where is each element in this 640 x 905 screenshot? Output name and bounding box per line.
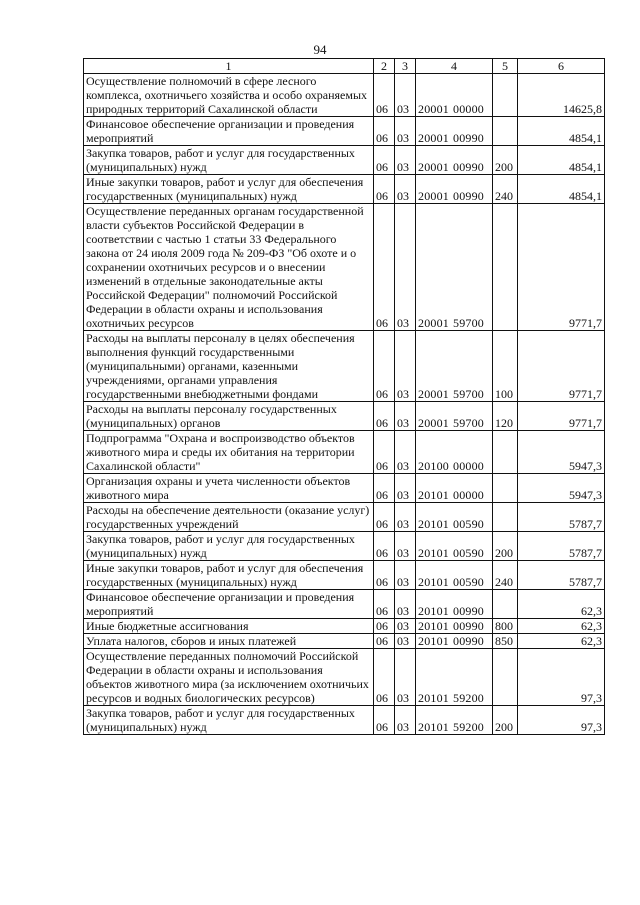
row-amount-cell: 4854,1 [518, 146, 605, 175]
row-name-cell: Иные бюджетные ассигнования [84, 619, 374, 634]
table-row [84, 619, 605, 634]
row-target-article-cell [416, 117, 493, 146]
row-subsection-cell: 03 [395, 117, 416, 146]
target-article-program-code: 20001 [418, 102, 449, 116]
row-subsection-cell: 03 [395, 619, 416, 634]
row-section-cell: 06 [374, 474, 395, 503]
row-name-cell: Осуществление переданных органам государственной власти субъектов Российской Федерации в соответствии с частью 1 статьи 33 Федерального закона от 24 июля 2009 года № 209-ФЗ "Об охоте и о сохранении охотничьих ресурсов и о внесении изменений в отдельные законодательные акты Российской Федерации" полномочий Российской Федерации в области охраны и использования охотничьих ресурсов [84, 204, 374, 331]
row-subsection-cell: 03 [395, 561, 416, 590]
budget-table [83, 58, 605, 735]
row-target-article-cell [416, 634, 493, 649]
row-target-article-cell [416, 431, 493, 474]
row-amount-cell: 5787,7 [518, 532, 605, 561]
row-subsection-cell: 03 [395, 175, 416, 204]
table-row [84, 634, 605, 649]
target-article-direction-code: 00990 [453, 189, 484, 203]
row-amount-cell: 5787,7 [518, 503, 605, 532]
row-section-cell: 06 [374, 402, 395, 431]
row-expense-type-cell: 200 [493, 146, 518, 175]
row-section-cell: 06 [374, 146, 395, 175]
target-article-program-code: 20001 [418, 189, 449, 203]
row-expense-type-cell: 200 [493, 532, 518, 561]
row-name-cell: Закупка товаров, работ и услуг для государственных (муниципальных) нужд [84, 706, 374, 735]
table-row [84, 74, 605, 117]
row-subsection-cell: 03 [395, 649, 416, 706]
target-article-direction-code: 00990 [453, 160, 484, 174]
target-article-direction-code: 00990 [453, 131, 484, 145]
row-subsection-cell: 03 [395, 503, 416, 532]
target-article-program-code: 20101 [418, 575, 449, 589]
target-article-program-code: 20100 [418, 459, 449, 473]
row-section-cell: 06 [374, 431, 395, 474]
row-subsection-cell: 03 [395, 634, 416, 649]
row-expense-type-cell [493, 204, 518, 331]
row-expense-type-cell [493, 431, 518, 474]
row-name-cell: Финансовое обеспечение организации и проведения мероприятий [84, 117, 374, 146]
table-row [84, 649, 605, 706]
row-expense-type-cell: 120 [493, 402, 518, 431]
header-cell-5: 5 [493, 59, 518, 74]
target-article-program-code: 20101 [418, 604, 449, 618]
row-section-cell: 06 [374, 706, 395, 735]
target-article-direction-code: 59200 [453, 691, 484, 705]
table-row [84, 204, 605, 331]
header-cell-4: 4 [416, 59, 493, 74]
row-amount-cell: 9771,7 [518, 331, 605, 402]
row-name-cell: Расходы на обеспечение деятельности (оказание услуг) государственных учреждений [84, 503, 374, 532]
row-amount-cell: 4854,1 [518, 117, 605, 146]
row-amount-cell: 62,3 [518, 634, 605, 649]
row-amount-cell: 5947,3 [518, 474, 605, 503]
target-article-program-code: 20101 [418, 619, 449, 633]
target-article-direction-code: 00990 [453, 634, 484, 648]
row-name-cell: Закупка товаров, работ и услуг для государственных (муниципальных) нужд [84, 146, 374, 175]
row-expense-type-cell: 240 [493, 561, 518, 590]
table-row [84, 474, 605, 503]
row-subsection-cell: 03 [395, 706, 416, 735]
row-amount-cell: 62,3 [518, 590, 605, 619]
table-row [84, 175, 605, 204]
row-amount-cell: 62,3 [518, 619, 605, 634]
target-article-direction-code: 00000 [453, 459, 484, 473]
row-expense-type-cell: 200 [493, 706, 518, 735]
table-row [84, 590, 605, 619]
row-target-article-cell [416, 532, 493, 561]
row-subsection-cell: 03 [395, 74, 416, 117]
table-row [84, 117, 605, 146]
row-expense-type-cell [493, 74, 518, 117]
row-expense-type-cell [493, 590, 518, 619]
row-name-cell: Уплата налогов, сборов и иных платежей [84, 634, 374, 649]
row-amount-cell: 5787,7 [518, 561, 605, 590]
table-row [84, 146, 605, 175]
row-target-article-cell [416, 649, 493, 706]
row-amount-cell: 5947,3 [518, 431, 605, 474]
row-target-article-cell [416, 146, 493, 175]
row-expense-type-cell: 240 [493, 175, 518, 204]
table-row [84, 706, 605, 735]
row-subsection-cell: 03 [395, 431, 416, 474]
row-section-cell: 06 [374, 634, 395, 649]
row-target-article-cell [416, 175, 493, 204]
target-article-program-code: 20001 [418, 131, 449, 145]
row-section-cell: 06 [374, 561, 395, 590]
row-amount-cell: 9771,7 [518, 402, 605, 431]
target-article-program-code: 20101 [418, 634, 449, 648]
row-expense-type-cell [493, 474, 518, 503]
row-section-cell: 06 [374, 532, 395, 561]
row-name-cell: Осуществление переданных полномочий Российской Федерации в области охраны и использования объектов животного мира (за исключением охотничьих ресурсов и водных биологических ресурсов) [84, 649, 374, 706]
target-article-direction-code: 00590 [453, 517, 484, 531]
row-expense-type-cell [493, 503, 518, 532]
row-subsection-cell: 03 [395, 474, 416, 503]
row-name-cell: Закупка товаров, работ и услуг для государственных (муниципальных) нужд [84, 532, 374, 561]
row-expense-type-cell [493, 117, 518, 146]
row-subsection-cell: 03 [395, 146, 416, 175]
row-subsection-cell: 03 [395, 590, 416, 619]
row-amount-cell: 14625,8 [518, 74, 605, 117]
row-target-article-cell [416, 590, 493, 619]
row-expense-type-cell [493, 649, 518, 706]
row-expense-type-cell: 100 [493, 331, 518, 402]
target-article-direction-code: 00990 [453, 604, 484, 618]
row-subsection-cell: 03 [395, 204, 416, 331]
row-expense-type-cell: 850 [493, 634, 518, 649]
table-row [84, 561, 605, 590]
row-target-article-cell [416, 503, 493, 532]
row-amount-cell: 4854,1 [518, 175, 605, 204]
header-cell-1: 1 [84, 59, 374, 74]
row-subsection-cell: 03 [395, 532, 416, 561]
target-article-program-code: 20001 [418, 316, 449, 330]
row-target-article-cell [416, 706, 493, 735]
header-row [84, 59, 605, 74]
page-number: 94 [313, 42, 327, 57]
header-cell-6: 6 [518, 59, 605, 74]
target-article-direction-code: 00590 [453, 546, 484, 560]
target-article-program-code: 20001 [418, 387, 449, 401]
row-target-article-cell [416, 619, 493, 634]
target-article-direction-code: 59700 [453, 316, 484, 330]
table-row [84, 503, 605, 532]
row-target-article-cell [416, 331, 493, 402]
target-article-direction-code: 00000 [453, 488, 484, 502]
row-expense-type-cell: 800 [493, 619, 518, 634]
row-name-cell: Осуществление полномочий в сфере лесного комплекса, охотничьего хозяйства и особо охраняемых природных территорий Сахалинской области [84, 74, 374, 117]
table-row [84, 431, 605, 474]
row-section-cell: 06 [374, 117, 395, 146]
table-body [84, 74, 605, 735]
row-name-cell: Финансовое обеспечение организации и проведения мероприятий [84, 590, 374, 619]
row-amount-cell: 97,3 [518, 649, 605, 706]
row-name-cell: Подпрограмма "Охрана и воспроизводство объектов животного мира и среды их обитания на территории Сахалинской области" [84, 431, 374, 474]
target-article-program-code: 20001 [418, 416, 449, 430]
row-subsection-cell: 03 [395, 402, 416, 431]
row-name-cell: Иные закупки товаров, работ и услуг для обеспечения государственных (муниципальных) нужд [84, 175, 374, 204]
row-target-article-cell [416, 204, 493, 331]
table-row [84, 402, 605, 431]
row-name-cell: Организация охраны и учета численности объектов животного мира [84, 474, 374, 503]
target-article-direction-code: 00000 [453, 102, 484, 116]
target-article-direction-code: 00990 [453, 619, 484, 633]
row-section-cell: 06 [374, 175, 395, 204]
row-section-cell: 06 [374, 649, 395, 706]
row-subsection-cell: 03 [395, 331, 416, 402]
target-article-program-code: 20001 [418, 160, 449, 174]
row-target-article-cell [416, 402, 493, 431]
row-target-article-cell [416, 561, 493, 590]
header-cell-2: 2 [374, 59, 395, 74]
table-row [84, 331, 605, 402]
target-article-direction-code: 00590 [453, 575, 484, 589]
target-article-direction-code: 59200 [453, 720, 484, 734]
header-cell-3: 3 [395, 59, 416, 74]
row-section-cell: 06 [374, 74, 395, 117]
table-row [84, 532, 605, 561]
row-section-cell: 06 [374, 503, 395, 532]
row-name-cell: Иные закупки товаров, работ и услуг для обеспечения государственных (муниципальных) нужд [84, 561, 374, 590]
row-amount-cell: 97,3 [518, 706, 605, 735]
target-article-direction-code: 59700 [453, 416, 484, 430]
row-section-cell: 06 [374, 331, 395, 402]
row-section-cell: 06 [374, 204, 395, 331]
row-section-cell: 06 [374, 590, 395, 619]
target-article-program-code: 20101 [418, 517, 449, 531]
row-target-article-cell [416, 74, 493, 117]
row-target-article-cell [416, 474, 493, 503]
row-section-cell: 06 [374, 619, 395, 634]
target-article-program-code: 20101 [418, 546, 449, 560]
target-article-direction-code: 59700 [453, 387, 484, 401]
target-article-program-code: 20101 [418, 720, 449, 734]
row-name-cell: Расходы на выплаты персоналу в целях обеспечения выполнения функций государственными (муниципальными) органами, казенными учреждениями, органами управления государственными внебюджетными фондами [84, 331, 374, 402]
target-article-program-code: 20101 [418, 488, 449, 502]
row-amount-cell: 9771,7 [518, 204, 605, 331]
target-article-program-code: 20101 [418, 691, 449, 705]
row-name-cell: Расходы на выплаты персоналу государственных (муниципальных) органов [84, 402, 374, 431]
